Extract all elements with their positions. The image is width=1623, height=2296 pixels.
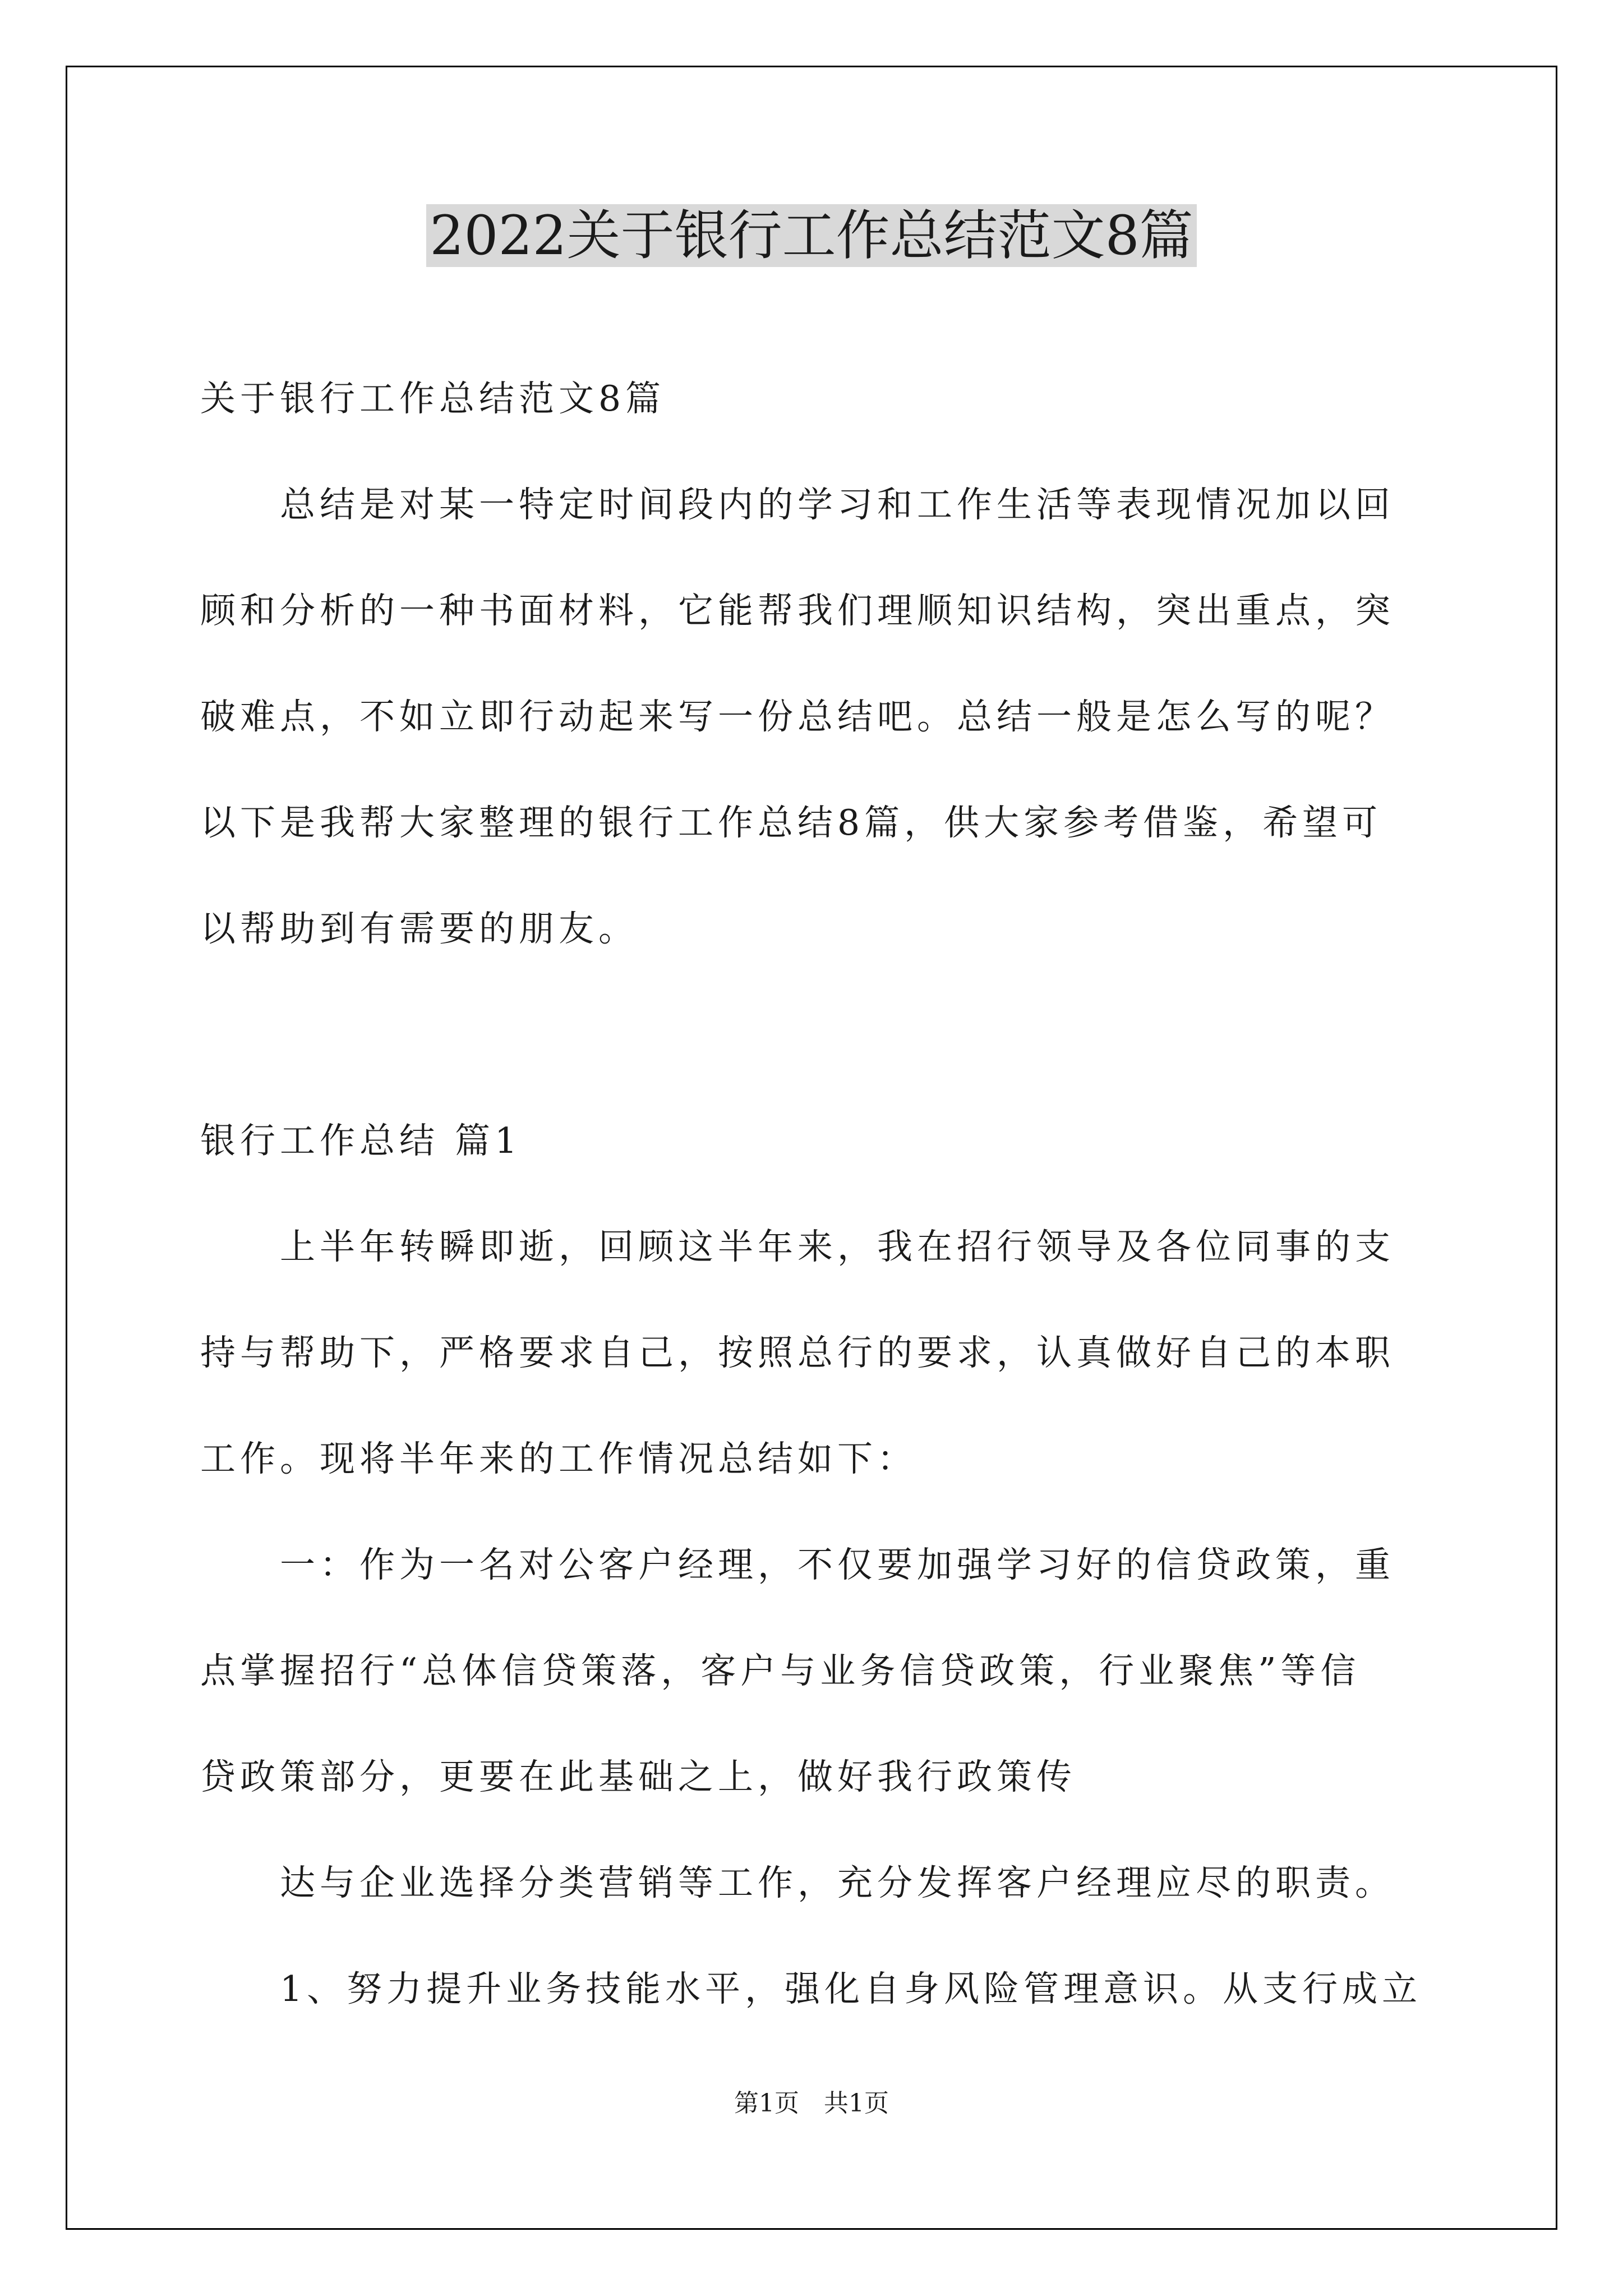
paragraph-spacer <box>200 982 1431 1088</box>
paragraph-line: 总结是对某一特定时间段内的学习和工作生活等表现情况加以回 <box>280 484 1395 525</box>
section-heading: 银行工作总结 篇1 <box>200 1120 522 1161</box>
paragraph-line: 一：作为一名对公客户经理，不仅要加强学习好的信贷政策，重 <box>280 1544 1395 1585</box>
paragraph-line: 破难点，不如立即行动起来写一份总结吧。总结一般是怎么写的呢？ <box>200 696 1395 737</box>
page-number: 第1页 共1页 <box>734 2089 889 2118</box>
paragraph-line: 1、努力提升业务技能水平，强化自身风险管理意识。从支行成立 <box>280 1968 1422 2009</box>
document-title <box>0 196 1623 275</box>
paragraph-line: 以帮助到有需要的朋友。 <box>200 908 638 949</box>
paragraph-line: 顾和分析的一种书面材料，它能帮我们理顺知识结构，突出重点，突 <box>200 590 1395 631</box>
document-title-text: 2022关于银行工作总结范文8篇 <box>426 204 1196 267</box>
paragraph-line: 上半年转瞬即逝，回顾这半年来，我在招行领导及各位同事的支 <box>280 1226 1395 1267</box>
subtitle-line: 关于银行工作总结范文8篇 <box>200 378 666 419</box>
paragraph-line: 以下是我帮大家整理的银行工作总结8篇，供大家参考借鉴，希望可 <box>200 802 1382 843</box>
paragraph-line: 持与帮助下，严格要求自己，按照总行的要求，认真做好自己的本职 <box>200 1332 1395 1373</box>
document-body <box>200 346 1431 2042</box>
paragraph-line: 工作。现将半年来的工作情况总结如下： <box>200 1438 917 1479</box>
page-footer <box>0 2087 1623 2120</box>
paragraph-line: 贷政策部分，更要在此基础之上，做好我行政策传 <box>200 1756 1076 1797</box>
paragraph-line: 点掌握招行“总体信贷策落，客户与业务信贷政策，行业聚焦”等信 <box>200 1650 1361 1691</box>
paragraph-line: 达与企业选择分类营销等工作，充分发挥客户经理应尽的职责。 <box>280 1862 1395 1903</box>
